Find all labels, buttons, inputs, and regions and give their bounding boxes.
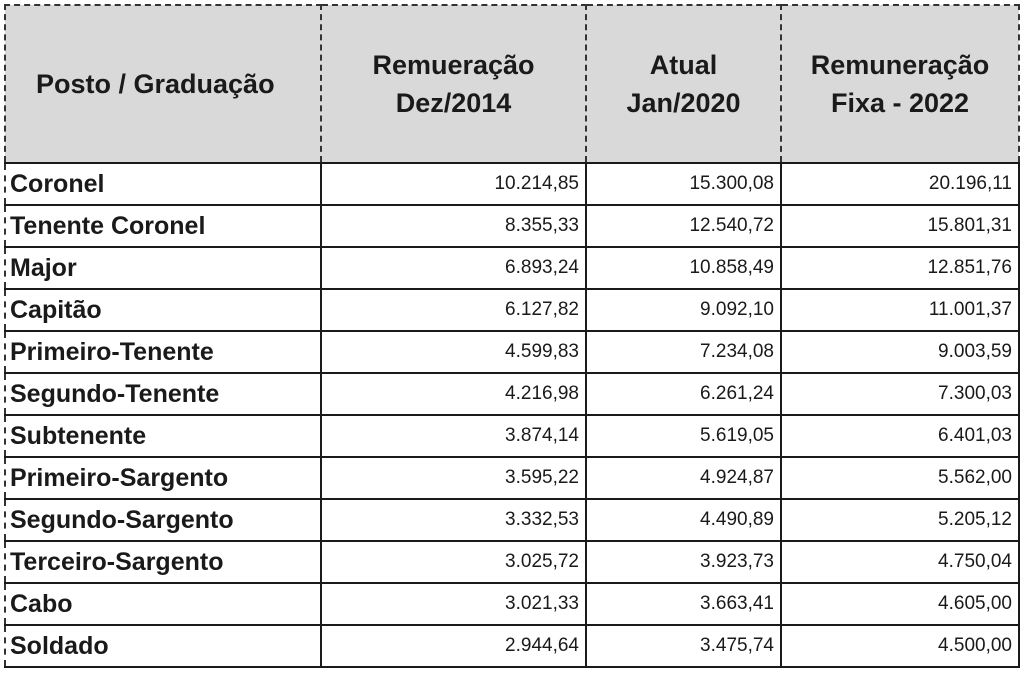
fixa2022-cell: 5.205,12	[781, 499, 1019, 541]
header-jan2020-line2: Jan/2020	[626, 88, 741, 118]
jan2020-cell: 12.540,72	[586, 205, 781, 247]
table-row	[5, 499, 1019, 541]
fixa2022-cell: 11.001,37	[781, 289, 1019, 331]
dez2014-cell: 6.893,24	[321, 247, 586, 289]
header-dez2014-line1: Remueração	[372, 50, 535, 80]
fixa2022-cell: 9.003,59	[781, 331, 1019, 373]
rank-cell: Subtenente	[5, 415, 321, 457]
jan2020-cell: 10.858,49	[586, 247, 781, 289]
rank-cell: Segundo-Sargento	[5, 499, 321, 541]
rank-cell: Coronel	[5, 163, 321, 205]
table-row	[5, 583, 1019, 625]
table-row	[5, 163, 1019, 205]
rank-cell: Tenente Coronel	[5, 205, 321, 247]
table-row	[5, 289, 1019, 331]
table-row	[5, 205, 1019, 247]
dez2014-cell: 3.595,22	[321, 457, 586, 499]
rank-cell: Capitão	[5, 289, 321, 331]
jan2020-cell: 4.924,87	[586, 457, 781, 499]
dez2014-cell: 10.214,85	[321, 163, 586, 205]
jan2020-cell: 9.092,10	[586, 289, 781, 331]
fixa2022-cell: 4.500,00	[781, 625, 1019, 667]
header-fixa2022	[781, 5, 1019, 163]
table-header	[5, 5, 1019, 163]
salary-table-container	[4, 4, 1018, 668]
rank-cell: Terceiro-Sargento	[5, 541, 321, 583]
table-row	[5, 541, 1019, 583]
table-row	[5, 373, 1019, 415]
fixa2022-cell: 4.605,00	[781, 583, 1019, 625]
rank-cell: Cabo	[5, 583, 321, 625]
header-rank	[5, 5, 321, 163]
dez2014-cell: 6.127,82	[321, 289, 586, 331]
fixa2022-cell: 4.750,04	[781, 541, 1019, 583]
rank-cell: Segundo-Tenente	[5, 373, 321, 415]
table-row	[5, 457, 1019, 499]
dez2014-cell: 3.021,33	[321, 583, 586, 625]
header-jan2020	[586, 5, 781, 163]
header-dez2014	[321, 5, 586, 163]
fixa2022-cell: 15.801,31	[781, 205, 1019, 247]
jan2020-cell: 15.300,08	[586, 163, 781, 205]
dez2014-cell: 3.332,53	[321, 499, 586, 541]
table-body	[5, 163, 1019, 667]
dez2014-cell: 8.355,33	[321, 205, 586, 247]
dez2014-cell: 4.599,83	[321, 331, 586, 373]
jan2020-cell: 3.663,41	[586, 583, 781, 625]
jan2020-cell: 5.619,05	[586, 415, 781, 457]
dez2014-cell: 4.216,98	[321, 373, 586, 415]
fixa2022-cell: 20.196,11	[781, 163, 1019, 205]
fixa2022-cell: 7.300,03	[781, 373, 1019, 415]
fixa2022-cell: 6.401,03	[781, 415, 1019, 457]
salary-table	[4, 4, 1020, 668]
rank-cell: Primeiro-Tenente	[5, 331, 321, 373]
header-jan2020-line1: Atual	[649, 50, 718, 80]
fixa2022-cell: 5.562,00	[781, 457, 1019, 499]
header-fixa2022-line1: Remuneração	[810, 50, 990, 80]
table-row	[5, 331, 1019, 373]
table-row	[5, 247, 1019, 289]
dez2014-cell: 3.874,14	[321, 415, 586, 457]
header-row	[5, 5, 1019, 163]
dez2014-cell: 3.025,72	[321, 541, 586, 583]
jan2020-cell: 3.475,74	[586, 625, 781, 667]
jan2020-cell: 7.234,08	[586, 331, 781, 373]
jan2020-cell: 4.490,89	[586, 499, 781, 541]
header-dez2014-line2: Dez/2014	[395, 88, 512, 118]
rank-cell: Primeiro-Sargento	[5, 457, 321, 499]
rank-cell: Soldado	[5, 625, 321, 667]
dez2014-cell: 2.944,64	[321, 625, 586, 667]
rank-cell: Major	[5, 247, 321, 289]
table-row	[5, 415, 1019, 457]
jan2020-cell: 6.261,24	[586, 373, 781, 415]
table-row	[5, 625, 1019, 667]
header-fixa2022-line2: Fixa - 2022	[830, 88, 970, 118]
header-rank-label: Posto / Graduação	[36, 69, 275, 99]
fixa2022-cell: 12.851,76	[781, 247, 1019, 289]
jan2020-cell: 3.923,73	[586, 541, 781, 583]
